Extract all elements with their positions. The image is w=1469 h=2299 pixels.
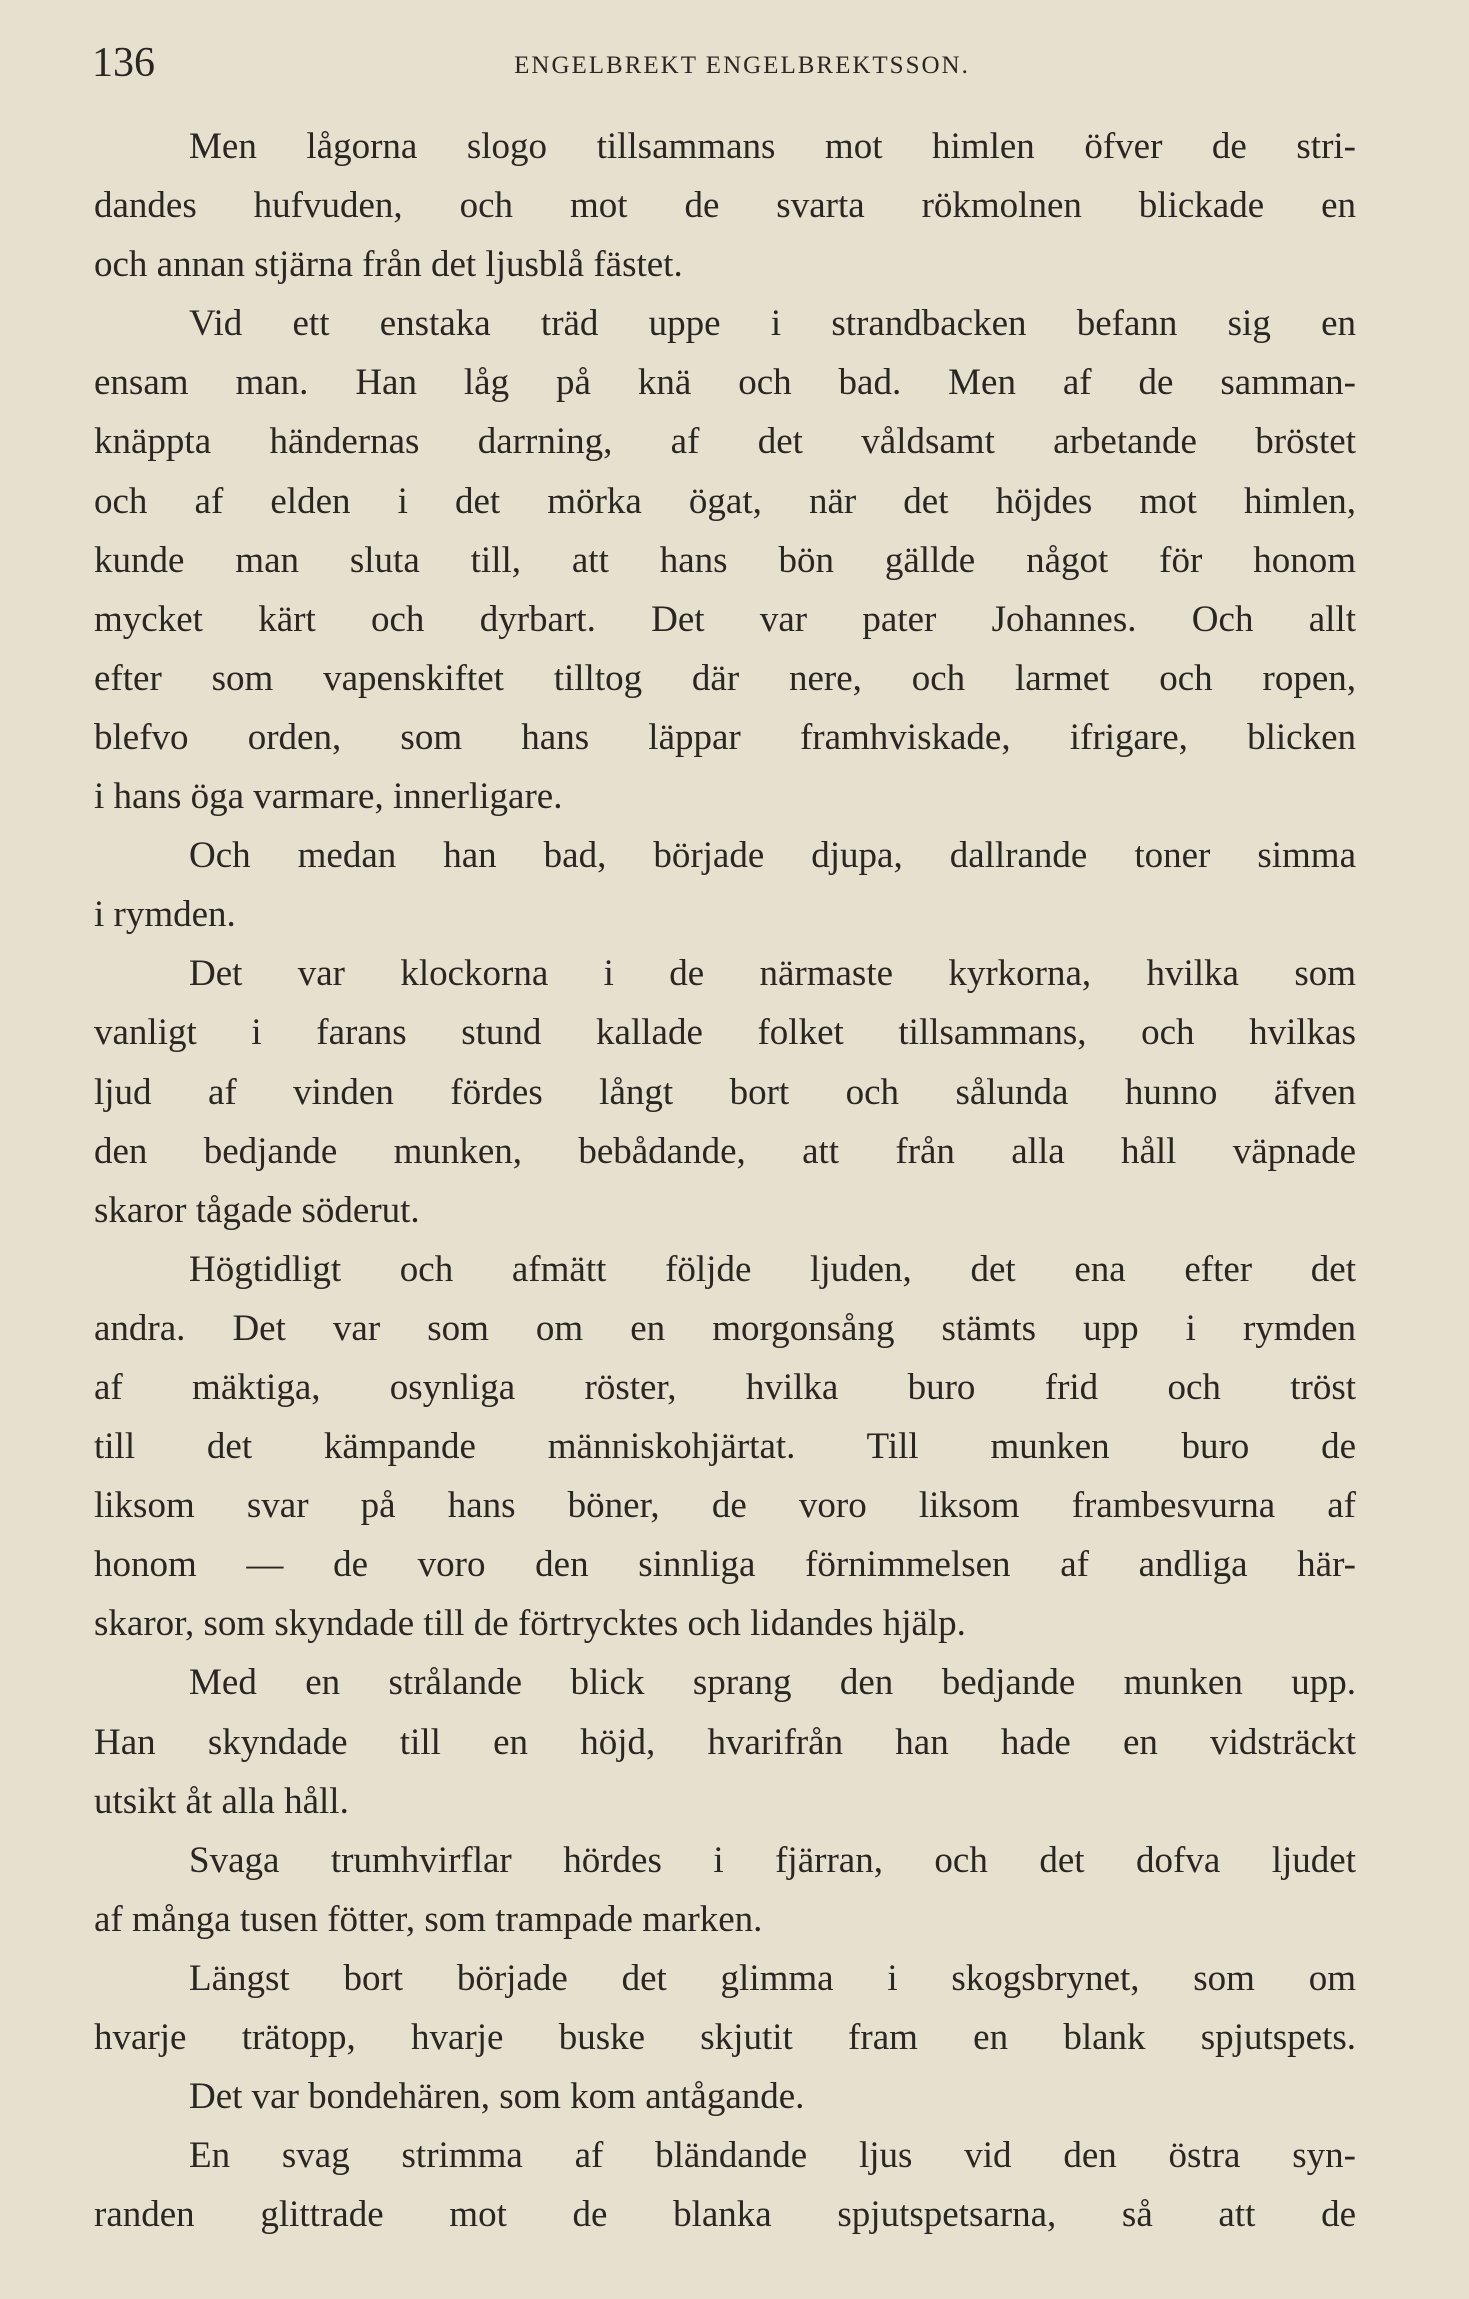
text-line: Och medan han bad, började djupa, dallrande toner simma [189,835,1356,877]
text-line: i hans öga varmare, innerligare. [94,776,563,818]
text-line: blefvo orden, som hans läppar framhviskade, ifrigare, blicken [94,716,1356,758]
running-title: ENGELBREKT ENGELBREKTSSON. [514,52,970,79]
text-line: Vid ett enstaka träd uppe i strandbacken befann sig en [189,303,1356,345]
text-line: dandes hufvuden, och mot de svarta rökmolnen blickade en [94,185,1356,227]
text-line: Högtidligt och afmätt följde ljuden, det ena efter det [189,1248,1356,1290]
text-line: Längst bort började det glimma i skogsbrynet, som om [189,1957,1356,1999]
text-line: knäppta händernas darrning, af det våldsamt arbetande bröstet [94,421,1356,463]
text-line: Det var klockorna i de närmaste kyrkorna, hvilka som [189,953,1356,995]
text-line: Det var bondehären, som kom antågande. [189,2076,805,2118]
text-line: honom — de voro den sinnliga förnimmelsen af andliga här- [94,1544,1356,1586]
text-line: kunde man sluta till, att hans bön gällde något för honom [94,539,1356,581]
text-line: och annan stjärna från det ljusblå fästet. [94,244,683,286]
text-line: Men lågorna slogo tillsammans mot himlen öfver de stri- [189,126,1356,167]
text-line: Med en strålande blick sprang den bedjande munken upp. [189,1662,1356,1704]
body-text [94,117,1356,2244]
text-line: utsikt åt alla håll. [94,1780,349,1822]
text-line: randen glittrade mot de blanka spjutspetsarna, så att de [94,2194,1356,2236]
text-line: mycket kärt och dyrbart. Det var pater Johannes. Och allt [94,598,1356,640]
page-header [92,38,1362,88]
text-line: hvarje trätopp, hvarje buske skjutit fram en blank spjutspets. [94,2017,1356,2058]
text-line: ljud af vinden fördes långt bort och sålunda hunno äfven [94,1071,1356,1113]
text-line: ensam man. Han låg på knä och bad. Men af de samman- [94,362,1356,404]
text-line: och af elden i det mörka ögat, när det höjdes mot himlen, [94,480,1356,522]
text-line: vanligt i farans stund kallade folket tillsammans, och hvilkas [94,1012,1356,1054]
text-line: efter som vapenskiftet tilltog där nere, och larmet och ropen, [94,657,1356,699]
text-line: Han skyndade till en höjd, hvarifrån han hade en vidsträckt [94,1721,1356,1763]
text-line: liksom svar på hans böner, de voro liksom frambesvurna af [94,1485,1356,1527]
text-line: andra. Det var som om en morgonsång stämts upp i rymden [94,1307,1356,1349]
text-line: till det kämpande människohjärtat. Till munken buro de [94,1426,1356,1468]
page-number: 136 [92,40,155,86]
text-line: En svag strimma af bländande ljus vid den östra syn- [189,2135,1356,2177]
text-line: skaror, som skyndade till de förtrycktes och lidandes hjälp. [94,1603,966,1645]
text-line: af många tusen fötter, som trampade marken. [94,1898,763,1940]
text-line: af mäktiga, osynliga röster, hvilka buro frid och tröst [94,1366,1356,1408]
text-line: den bedjande munken, bebådande, att från alla håll väpnade [94,1130,1356,1172]
text-line: Svaga trumhvirflar hördes i fjärran, och det dofva ljudet [189,1839,1356,1881]
text-line: skaror tågade söderut. [94,1189,420,1231]
text-line: i rymden. [94,894,236,936]
